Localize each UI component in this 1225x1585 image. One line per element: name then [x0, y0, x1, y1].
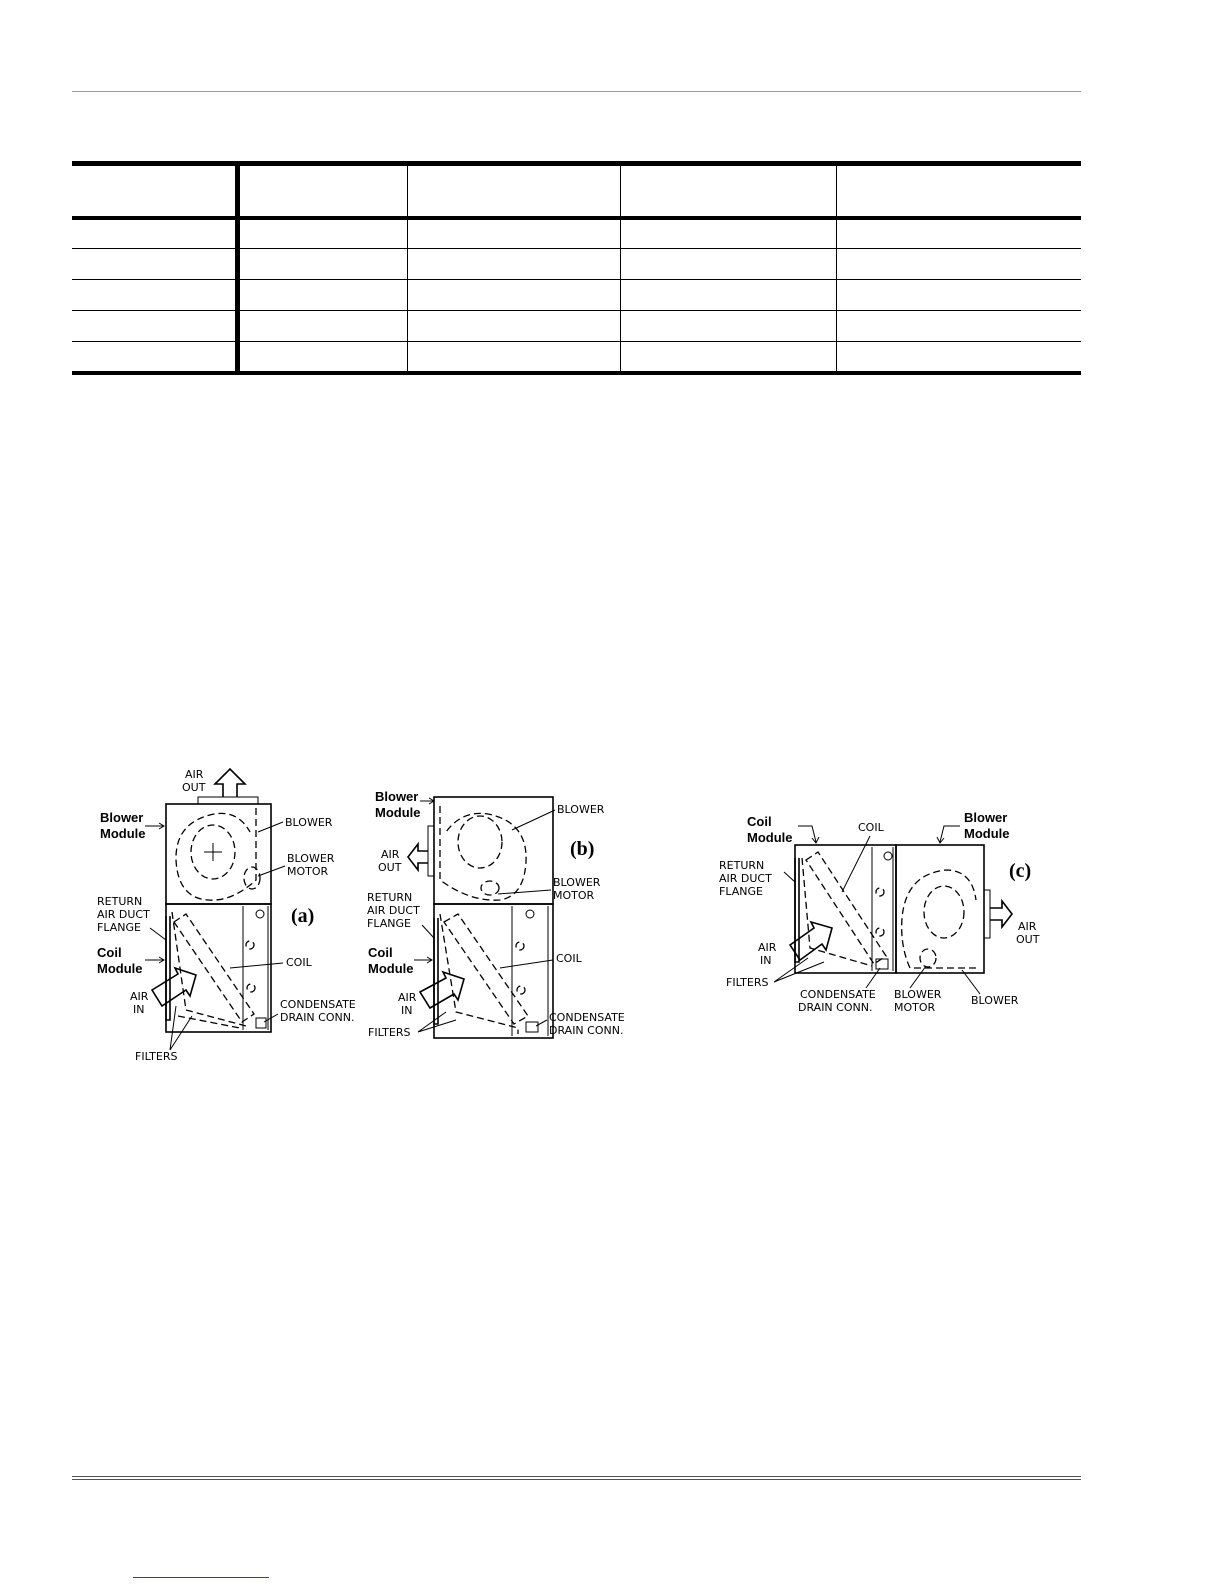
table-header-cell: [237, 164, 407, 218]
figure-b: [367, 789, 625, 1039]
air-out-arrow-icon: [990, 901, 1012, 927]
blower-module-label: Module: [375, 805, 421, 820]
blower-module-label: Blower: [964, 810, 1008, 825]
return-flange-label: AIR DUCT: [367, 904, 420, 917]
blower-motor-label: MOTOR: [287, 865, 329, 878]
figure-a: [97, 768, 356, 1063]
return-flange-label: AIR DUCT: [719, 872, 772, 885]
table-cell: [237, 311, 407, 342]
air-in-label: IN: [760, 954, 772, 967]
blower-motor-label: MOTOR: [553, 889, 595, 902]
table-cell: [836, 342, 1081, 373]
blower-motor-label: BLOWER: [894, 988, 942, 1001]
filter-outline: [440, 914, 518, 1034]
condensate-drain: [256, 1018, 266, 1028]
air-out-label: AIR: [185, 768, 204, 781]
table-row: [72, 280, 1081, 311]
table-header-cell: [407, 164, 620, 218]
table-cell: [237, 280, 407, 311]
table-cell: [620, 311, 836, 342]
filters-label: FILTERS: [135, 1050, 178, 1063]
coil-module-box: [166, 904, 271, 1032]
coil-label: COIL: [556, 952, 582, 965]
return-flange-label: RETURN: [367, 891, 413, 904]
coil-module-label: Coil: [368, 945, 393, 960]
return-flange: [795, 858, 799, 962]
table-cell: [836, 280, 1081, 311]
header-rule: [72, 91, 1081, 92]
table-row: [72, 342, 1081, 373]
table-cell: [407, 218, 620, 249]
coil-slab: [444, 914, 528, 1024]
air-out-label: AIR: [381, 848, 400, 861]
table-cell: [72, 311, 237, 342]
blower-wheel: [924, 886, 964, 938]
footer-rule: [72, 1476, 1081, 1480]
condensate-label: CONDENSATE: [280, 998, 356, 1011]
blower-center: [204, 843, 222, 861]
table-cell: [620, 218, 836, 249]
air-in-label: AIR: [758, 941, 777, 954]
table-cell: [407, 249, 620, 280]
table-cell: [836, 249, 1081, 280]
return-flange-label: FLANGE: [97, 921, 141, 934]
table-row: [72, 218, 1081, 249]
table-cell: [237, 249, 407, 280]
table-cell: [620, 342, 836, 373]
blower-motor: [481, 881, 499, 895]
return-flange-label: RETURN: [719, 859, 765, 872]
condensate-label: CONDENSATE: [549, 1011, 625, 1024]
air-out-arrow-icon: [215, 769, 245, 797]
air-in-arrow-icon: [420, 972, 464, 1008]
blower-module-box: [166, 804, 271, 904]
blower-wheel: [458, 816, 502, 868]
condensate-label: DRAIN CONN.: [280, 1011, 355, 1024]
blower-module-label: Module: [964, 826, 1010, 841]
coil-label: COIL: [858, 821, 884, 834]
blower-housing: [902, 870, 976, 968]
coil-module-box: [434, 904, 553, 1038]
condensate-label: DRAIN CONN.: [798, 1001, 873, 1014]
filter-outline: [802, 858, 872, 966]
table-cell: [836, 218, 1081, 249]
condensate-drain: [526, 1022, 538, 1032]
blower-motor-label: BLOWER: [553, 876, 601, 889]
blower-housing: [176, 808, 256, 900]
table-cell: [72, 218, 237, 249]
table-header-cell: [72, 164, 237, 218]
blower-module-label: Blower: [375, 789, 419, 804]
figure-c: [719, 810, 1040, 1014]
table-cell: [836, 311, 1081, 342]
filters-label: FILTERS: [726, 976, 769, 989]
blower-module-box: [896, 845, 984, 973]
air-in-label: AIR: [130, 990, 149, 1003]
table-cell: [407, 311, 620, 342]
outlet-flange: [198, 797, 258, 804]
blower-motor: [920, 949, 936, 967]
blower-module-label: Blower: [100, 810, 144, 825]
blower-label: BLOWER: [971, 994, 1019, 1007]
coil-module-label: Coil: [747, 814, 772, 829]
table-row: [72, 311, 1081, 342]
blower-label: BLOWER: [285, 816, 333, 829]
air-out-label: AIR: [1018, 920, 1037, 933]
blower-housing: [440, 806, 526, 900]
blower-motor-label: BLOWER: [287, 852, 335, 865]
filters-label: FILTERS: [368, 1026, 411, 1039]
air-in-arrow-icon: [790, 922, 832, 960]
table-cell: [72, 342, 237, 373]
air-in-label: IN: [133, 1003, 145, 1016]
blower-module-label: Module: [100, 826, 146, 841]
air-out-arrow-icon: [408, 844, 428, 870]
figure-a-tag: (a): [291, 905, 315, 927]
air-out-label: OUT: [1016, 933, 1040, 946]
condensate-label: CONDENSATE: [800, 988, 876, 1001]
table-cell: [407, 280, 620, 311]
coil-module-label: Module: [368, 961, 414, 976]
table-cell: [72, 280, 237, 311]
air-handler-figures: [0, 750, 1225, 1080]
table-cell: [72, 249, 237, 280]
coil-module-label: Module: [97, 961, 143, 976]
return-flange: [166, 916, 170, 1020]
blower-motor-label: MOTOR: [894, 1001, 936, 1014]
coil-label: COIL: [286, 956, 312, 969]
figure-c-tag: (c): [1009, 860, 1032, 882]
air-in-arrow-icon: [152, 968, 196, 1006]
return-flange-label: RETURN: [97, 895, 143, 908]
coil-module-label: Coil: [97, 945, 122, 960]
return-flange-label: FLANGE: [719, 885, 763, 898]
table-cell: [237, 218, 407, 249]
air-in-label: IN: [401, 1004, 413, 1017]
condensate-label: DRAIN CONN.: [549, 1024, 624, 1037]
footer-link-underline[interactable]: [133, 1577, 269, 1578]
outlet-flange: [984, 890, 990, 938]
air-in-label: AIR: [398, 991, 417, 1004]
table-cell: [620, 280, 836, 311]
table-cell: [407, 342, 620, 373]
blower-label: BLOWER: [557, 803, 605, 816]
return-flange-label: AIR DUCT: [97, 908, 150, 921]
spec-table: [72, 161, 1081, 375]
outlet-flange: [428, 826, 434, 876]
coil-module-label: Module: [747, 830, 793, 845]
air-out-label: OUT: [378, 861, 402, 874]
table-header-cell: [620, 164, 836, 218]
condensate-drain: [876, 959, 888, 969]
return-flange: [434, 918, 438, 1024]
table-cell: [620, 249, 836, 280]
table-cell: [237, 342, 407, 373]
coil-module-box: [795, 845, 896, 973]
table-row: [72, 249, 1081, 280]
table-header-row: [72, 164, 1081, 218]
figure-b-tag: (b): [570, 838, 595, 860]
air-out-label: OUT: [182, 781, 206, 794]
return-flange-label: FLANGE: [367, 917, 411, 930]
blower-motor: [244, 867, 260, 889]
table-header-cell: [836, 164, 1081, 218]
